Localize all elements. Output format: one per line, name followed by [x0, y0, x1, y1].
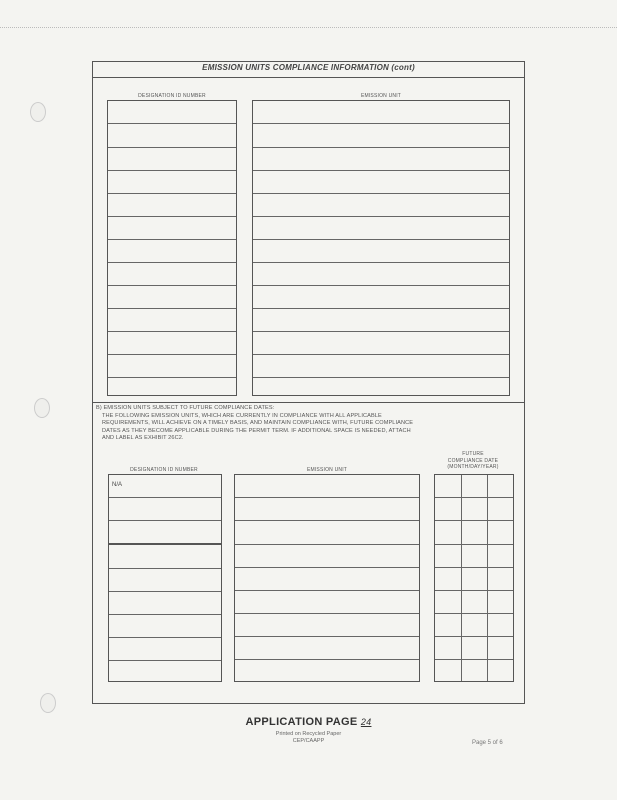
table-row[interactable]: [109, 637, 221, 638]
section-separator: [92, 402, 525, 403]
designation-id-column-2b: [108, 544, 222, 682]
table-row[interactable]: [435, 636, 513, 637]
top-edge-line: [0, 27, 617, 28]
table-row[interactable]: [109, 614, 221, 615]
table-row[interactable]: [235, 613, 419, 614]
instruction-line: AND LABEL AS EXHIBIT 26C2.: [102, 435, 184, 442]
designation-id-header-2: DESIGNATION ID NUMBER: [130, 467, 198, 473]
table-row[interactable]: [108, 193, 236, 194]
table-row[interactable]: [435, 497, 513, 498]
designation-entry: N/A: [112, 482, 123, 488]
table-row[interactable]: [435, 613, 513, 614]
table-row[interactable]: [253, 308, 509, 309]
table-row[interactable]: [235, 590, 419, 591]
table-row[interactable]: [253, 147, 509, 148]
instruction-line: THE FOLLOWING EMISSION UNITS, WHICH ARE CURRENTLY IN COMPLIANCE WITH ALL APPLICABLE: [102, 412, 382, 419]
table-row[interactable]: [108, 308, 236, 309]
compliance-date-header-line: (MONTH/DAY/YEAR): [447, 464, 499, 470]
designation-id-column: [107, 100, 237, 396]
table-row[interactable]: [235, 659, 419, 660]
table-row[interactable]: [109, 568, 221, 569]
table-row[interactable]: [435, 659, 513, 660]
designation-id-header: DESIGNATION ID NUMBER: [138, 93, 206, 99]
title-rule: [92, 77, 525, 78]
form-code: CEP/CAAPP: [292, 738, 325, 744]
compliance-date-header-line: COMPLIANCE DATE: [447, 457, 499, 464]
table-row[interactable]: [435, 590, 513, 591]
footer-subtext: [200, 731, 417, 745]
table-row[interactable]: [253, 377, 509, 378]
table-row[interactable]: [108, 147, 236, 148]
month-day-divider: [461, 475, 462, 681]
table-row[interactable]: [253, 123, 509, 124]
table-row[interactable]: [235, 636, 419, 637]
table-row[interactable]: [235, 567, 419, 568]
table-row[interactable]: [108, 216, 236, 217]
section-heading: B) EMISSION UNITS SUBJECT TO FUTURE COMPLIANCE DATES:: [96, 405, 275, 411]
table-row[interactable]: [253, 170, 509, 171]
compliance-date-header-line: FUTURE: [462, 451, 484, 457]
table-row[interactable]: [235, 520, 419, 521]
table-row[interactable]: [435, 567, 513, 568]
printed-on-recycled: Printed on Recycled Paper: [275, 731, 342, 737]
table-row[interactable]: [435, 544, 513, 545]
table-row[interactable]: [253, 354, 509, 355]
compliance-date-column: [434, 474, 514, 682]
application-page-title: APPLICATION PAGE: [245, 716, 358, 728]
table-row[interactable]: [109, 520, 221, 521]
future-compliance-instructions: [96, 405, 516, 443]
table-row[interactable]: [253, 262, 509, 263]
table-row[interactable]: [108, 123, 236, 124]
table-row[interactable]: [108, 331, 236, 332]
table-row[interactable]: [108, 377, 236, 378]
punch-hole-top: [30, 102, 46, 122]
table-row[interactable]: [108, 262, 236, 263]
punch-hole-bottom: [40, 693, 56, 713]
table-row[interactable]: [108, 239, 236, 240]
table-row[interactable]: [435, 520, 513, 521]
emission-unit-header: EMISSION UNIT: [360, 93, 402, 99]
table-row[interactable]: [109, 591, 221, 592]
table-row[interactable]: [235, 497, 419, 498]
punch-hole-middle: [34, 398, 50, 418]
table-row[interactable]: [109, 497, 221, 498]
instruction-line: REQUIREMENTS, WILL ACHIEVE ON A TIMELY BASIS, AND MAINTAIN COMPLIANCE WITH, FUTURE COMPLIANCE: [102, 420, 414, 427]
table-row[interactable]: [253, 331, 509, 332]
page-number: 24: [360, 717, 372, 727]
emission-unit-column: [252, 100, 510, 396]
emission-unit-header-2: EMISSION UNIT: [306, 467, 348, 473]
application-page-label: [200, 716, 417, 728]
table-row[interactable]: [253, 239, 509, 240]
table-row[interactable]: [108, 285, 236, 286]
table-row[interactable]: [108, 354, 236, 355]
emission-unit-column-2: [234, 474, 420, 682]
day-year-divider: [487, 475, 488, 681]
page-of-label: Page 5 of 6: [472, 740, 503, 746]
designation-id-column-2a: [108, 474, 222, 544]
compliance-date-header: [432, 451, 514, 471]
table-row[interactable]: [235, 544, 419, 545]
table-row[interactable]: [253, 216, 509, 217]
table-row[interactable]: [253, 285, 509, 286]
table-row[interactable]: [253, 193, 509, 194]
table-row[interactable]: [109, 660, 221, 661]
instruction-line: DATES AS THEY BECOME APPLICABLE DURING THE PERMIT TERM. IF ADDITIONAL SPACE IS NEEDED, ATTACH: [102, 427, 411, 434]
form-title: EMISSION UNITS COMPLIANCE INFORMATION (cont): [202, 63, 415, 72]
table-row[interactable]: [108, 170, 236, 171]
